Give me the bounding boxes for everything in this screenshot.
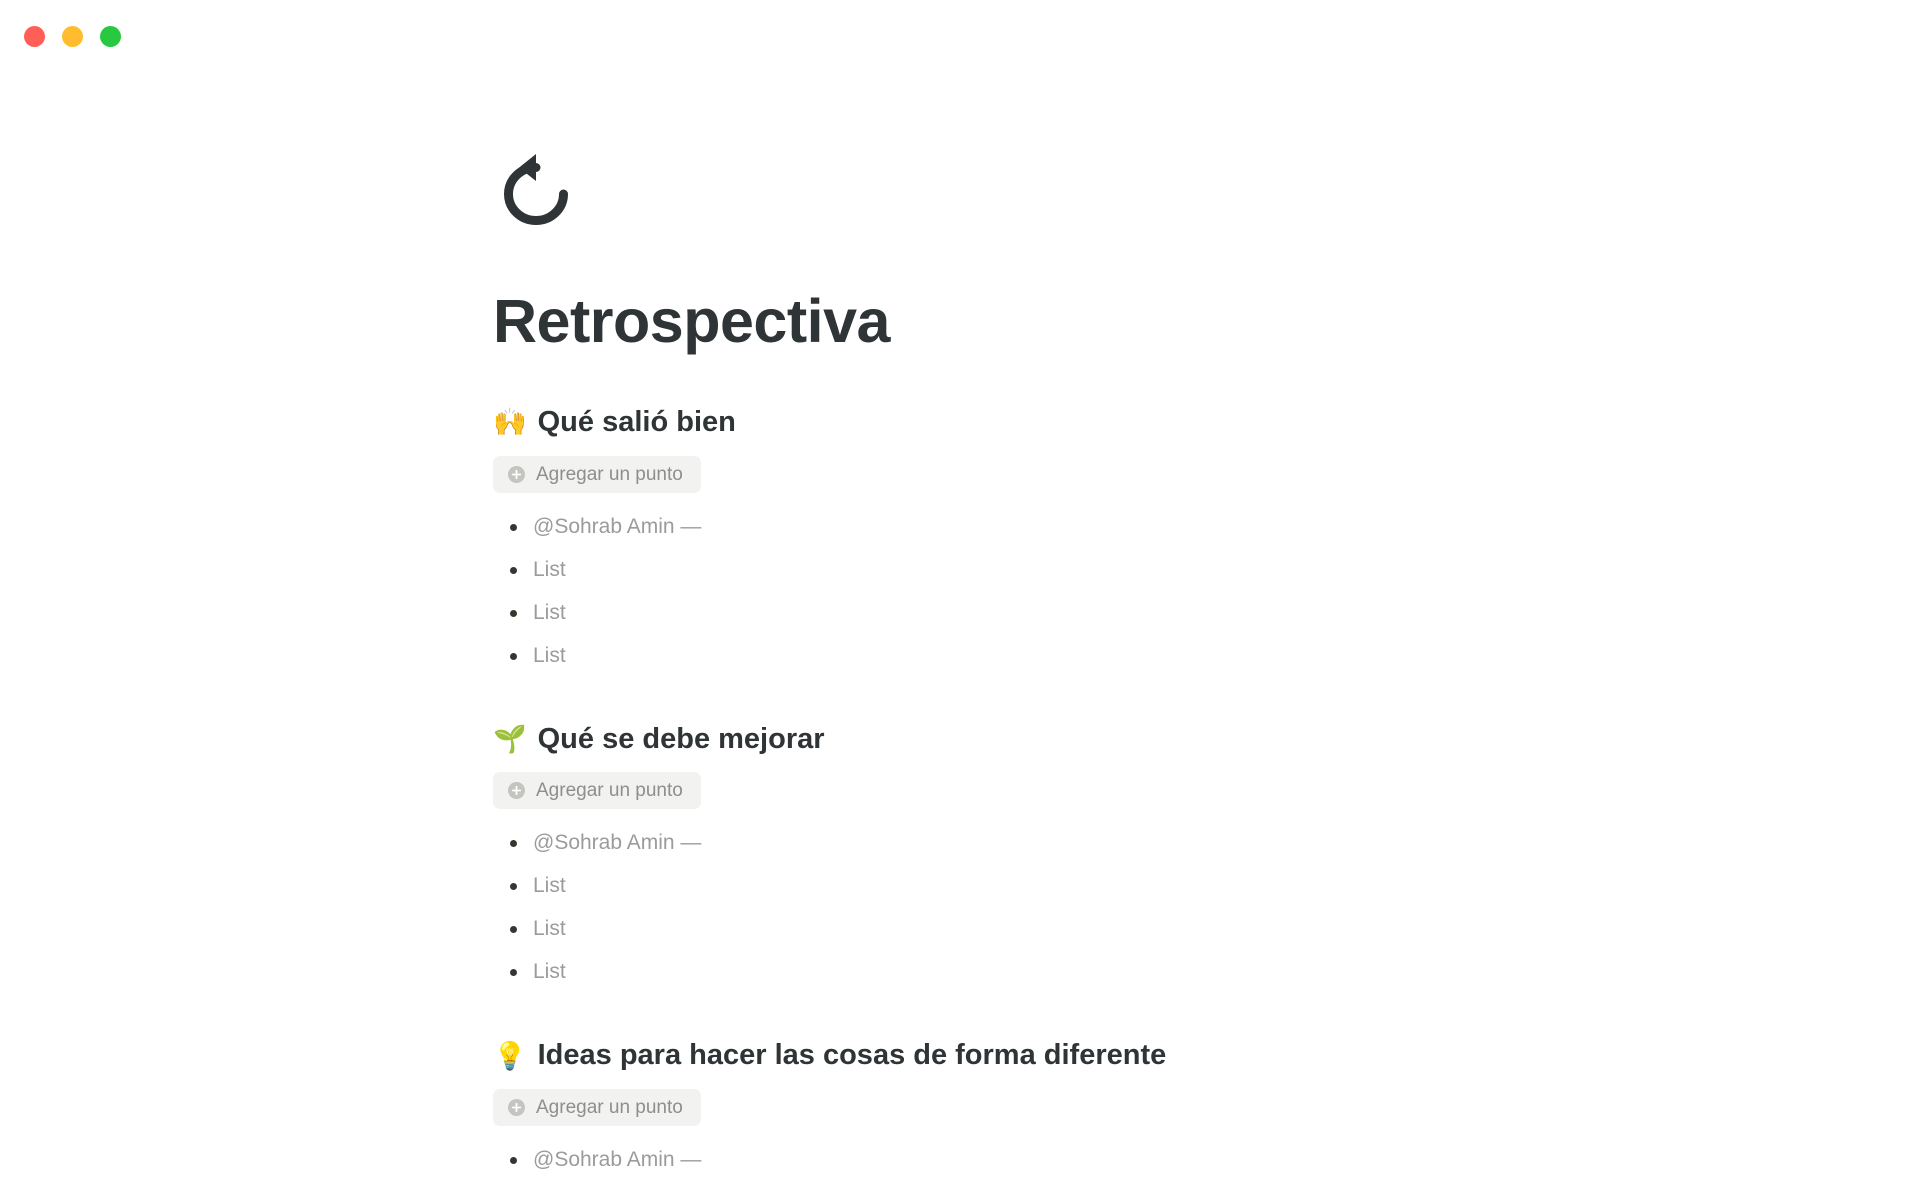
list-item-text: — xyxy=(674,514,702,538)
document-page xyxy=(0,72,1920,1200)
list-item-text: — xyxy=(674,1148,702,1172)
plus-circle-icon xyxy=(507,1098,526,1117)
raising-hands-emoji: 🙌 xyxy=(493,407,527,438)
minimize-window-button[interactable] xyxy=(62,26,83,47)
section-heading xyxy=(493,721,1453,759)
section-que-salio-bien xyxy=(493,404,1453,677)
section-ideas-diferentes xyxy=(493,1037,1453,1181)
list-item-text: — xyxy=(674,831,702,855)
list-item[interactable] xyxy=(493,548,1453,591)
add-point-button[interactable] xyxy=(493,772,701,809)
list-item[interactable] xyxy=(493,505,1453,548)
list-item[interactable] xyxy=(493,821,1453,864)
add-point-label: Agregar un punto xyxy=(536,463,683,485)
mention-user[interactable]: @Sohrab Amin xyxy=(533,1148,675,1172)
add-point-button[interactable] xyxy=(493,1089,701,1126)
add-point-button[interactable] xyxy=(493,456,701,493)
list-item-text: List xyxy=(533,960,566,984)
mention-user[interactable]: @Sohrab Amin xyxy=(533,514,675,538)
section-heading xyxy=(493,1037,1453,1075)
traffic-lights xyxy=(24,26,121,47)
close-window-button[interactable] xyxy=(24,26,45,47)
page-title: Retrospectiva xyxy=(493,287,890,355)
list-item-text: List xyxy=(533,557,566,581)
mention-user[interactable]: @Sohrab Amin xyxy=(533,831,675,855)
undo-arrow-icon[interactable] xyxy=(493,148,579,234)
list-item-text: List xyxy=(533,643,566,667)
section-heading xyxy=(493,404,1453,442)
window-titlebar xyxy=(0,0,1920,72)
list-item[interactable] xyxy=(493,634,1453,677)
plus-circle-icon xyxy=(507,465,526,484)
bullet-list xyxy=(493,821,1453,993)
bullet-list xyxy=(493,1138,1453,1181)
add-point-label: Agregar un punto xyxy=(536,1097,683,1119)
list-item-text: List xyxy=(533,874,566,898)
light-bulb-emoji: 💡 xyxy=(493,1040,527,1071)
list-item-text: List xyxy=(533,600,566,624)
add-point-label: Agregar un punto xyxy=(536,780,683,802)
section-heading-label: Qué se debe mejorar xyxy=(537,722,825,755)
list-item[interactable] xyxy=(493,950,1453,993)
section-heading-label: Qué salió bien xyxy=(537,406,736,439)
bullet-list xyxy=(493,505,1453,677)
list-item[interactable] xyxy=(493,591,1453,634)
plus-circle-icon xyxy=(507,781,526,800)
list-item[interactable] xyxy=(493,864,1453,907)
list-item-text: List xyxy=(533,917,566,941)
section-que-se-debe-mejorar xyxy=(493,721,1453,994)
section-heading-label: Ideas para hacer las cosas de forma diferente xyxy=(537,1039,1167,1072)
maximize-window-button[interactable] xyxy=(100,26,121,47)
list-item[interactable] xyxy=(493,1138,1453,1181)
seedling-emoji: 🌱 xyxy=(493,724,527,755)
document-content xyxy=(493,72,1453,1181)
list-item[interactable] xyxy=(493,907,1453,950)
